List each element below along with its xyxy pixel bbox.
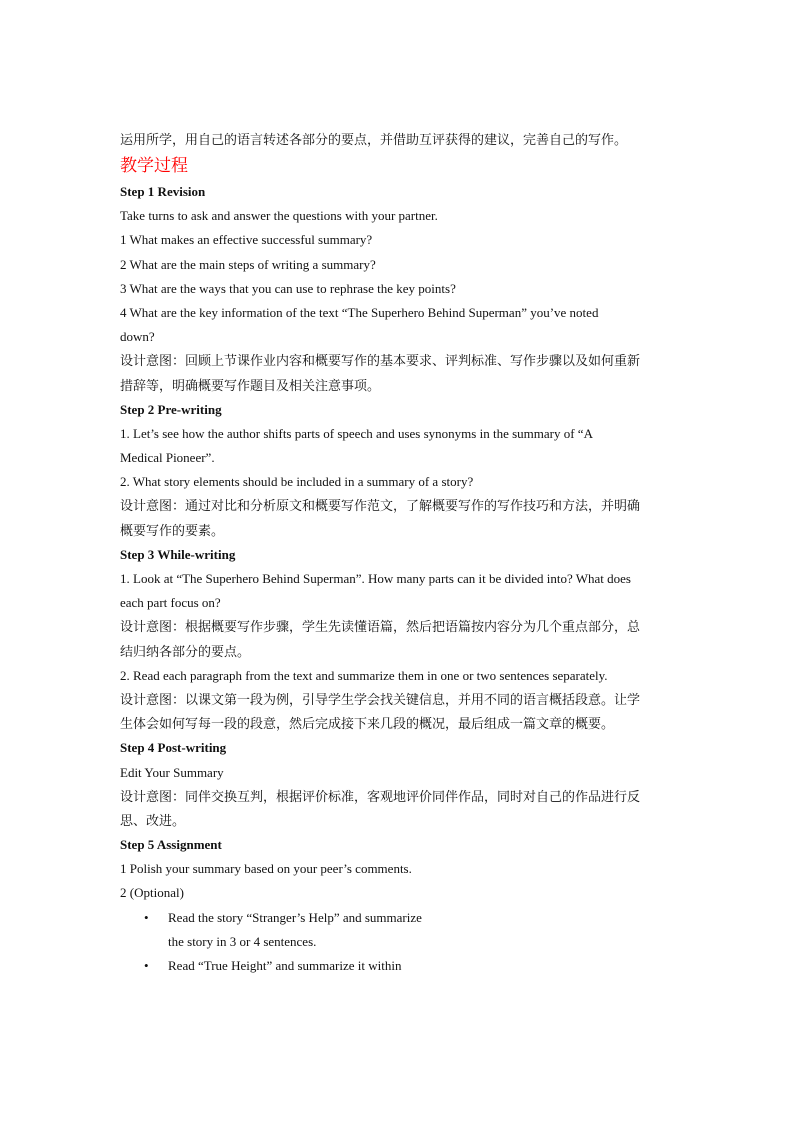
- bullet-icon: •: [144, 909, 149, 925]
- step1-title: Step 1 Revision: [120, 184, 206, 199]
- step5-title: Step 5 Assignment: [120, 837, 222, 853]
- step4-design-line2: 思、改进。: [120, 812, 186, 828]
- step3-item2: 2. Read each paragraph from the text and summarize them in one or two sentences separately.: [120, 667, 608, 683]
- step5-item1: 1 Polish your summary based on your peer’s comments.: [120, 861, 412, 877]
- step4-design-line1: 设计意图：同伴交换互判，根据评价标准，客观地评价同伴作品，同时对自己的作品进行反: [120, 788, 641, 804]
- step1-instruction: Take turns to ask and answer the questions with your partner.: [120, 208, 438, 224]
- step3-item1-line2: each part focus on?: [120, 595, 221, 611]
- step3-title: Step 3 While-writing: [120, 546, 236, 562]
- step4-item: Edit Your Summary: [120, 764, 224, 780]
- step2-design-line2: 概要写作的要素。: [120, 522, 225, 538]
- step3-design1-line2: 结归纳各部分的要点。: [120, 643, 251, 659]
- step1-design-line1: 设计意图：回顾上节课作业内容和概要写作的基本要求、评判标准、写作步骤以及如何重新: [120, 353, 641, 369]
- step5-bullet1-line1: Read the story “Stranger’s Help” and summarize: [168, 909, 422, 925]
- step5-bullet1-line1-row: [120, 906, 680, 930]
- step5-item2: 2 (Optional): [120, 885, 184, 901]
- step5-bullet2-line1-row: [120, 954, 680, 978]
- bullet-icon: •: [144, 958, 149, 973]
- intro-text: 运用所学，用自己的语言转述各部分的要点，并借助互评获得的建议，完善自己的写作。: [120, 132, 628, 147]
- step1-question-1: 1 What makes an effective successful summary?: [120, 232, 373, 248]
- step2-item1-line2: Medical Pioneer”.: [120, 450, 215, 466]
- step5-bullet2-line1: Read “True Height” and summarize it within: [168, 958, 402, 973]
- step3-design2-line2: 生体会如何写每一段的段意，然后完成接下来几段的概况，最后组成一篇文章的概要。: [120, 716, 615, 732]
- step1-question-4-line1: 4 What are the key information of the text “The Superhero Behind Superman” you’ve noted: [120, 304, 599, 320]
- step3-item1-line1: 1. Look at “The Superhero Behind Superman”. How many parts can it be divided into? What does: [120, 571, 631, 586]
- document-page: [120, 128, 680, 978]
- step5-bullet1-line2: the story in 3 or 4 sentences.: [168, 933, 317, 949]
- step1-design-line2: 措辞等，明确概要写作题目及相关注意事项。: [120, 377, 381, 393]
- step3-design2-line1: 设计意图：以课文第一段为例，引导学生学会找关键信息，并用不同的语言概括段意。让学: [120, 691, 641, 707]
- step2-title: Step 2 Pre-writing: [120, 401, 222, 417]
- step4-title: Step 4 Post-writing: [120, 740, 227, 756]
- step2-item2: 2. What story elements should be included in a summary of a story?: [120, 474, 474, 490]
- step1-question-4-line2: down?: [120, 329, 155, 345]
- step1-question-2: 2 What are the main steps of writing a summary?: [120, 256, 376, 272]
- step2-design-line1: 设计意图：通过对比和分析原文和概要写作范文，了解概要写作的写作技巧和方法，并明确: [120, 498, 641, 514]
- section-title: 教学过程: [120, 156, 188, 176]
- step2-item1-line1: 1. Let’s see how the author shifts parts of speech and uses synonyms in the summary of “A: [120, 425, 593, 441]
- step1-question-3: 3 What are the ways that you can use to rephrase the key points?: [120, 280, 456, 296]
- step3-design1-line1: 设计意图：根据概要写作步骤，学生先读懂语篇，然后把语篇按内容分为几个重点部分，总: [120, 619, 641, 635]
